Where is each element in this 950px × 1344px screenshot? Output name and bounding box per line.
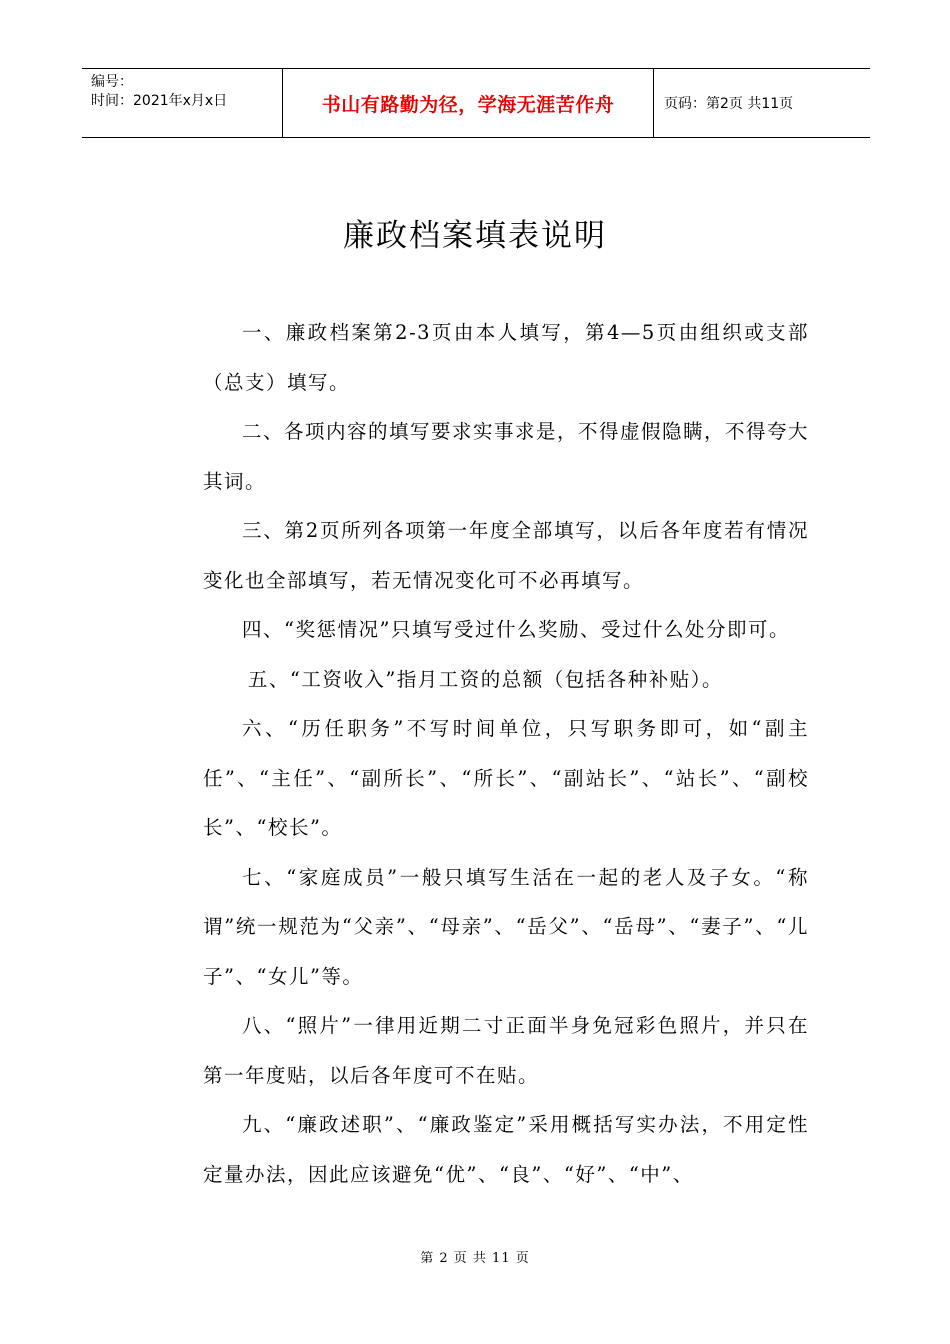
document-number: 编号： bbox=[91, 74, 133, 90]
document-title: 廉政档案填表说明 bbox=[343, 218, 607, 254]
paragraph-9: 九、“廉政述职”、“廉政鉴定”采用概括写实办法，不用定性定量办法，因此应该避免“优”、“良”、“好”、“中”、 bbox=[203, 1113, 809, 1186]
document-body bbox=[203, 308, 809, 1199]
document-header bbox=[82, 68, 870, 138]
document-time: 时间：2021年x月x日 bbox=[91, 93, 228, 109]
header-page-cell bbox=[654, 69, 870, 137]
header-motto: 书山有路勤为径，学海无涯苦作舟 bbox=[321, 93, 615, 116]
paragraph-1: 一、廉政档案第2-3页由本人填写，第4—5页由组织或支部（总支）填写。 bbox=[203, 321, 809, 394]
paragraph-3: 三、第2页所列各项第一年度全部填写，以后各年度若有情况变化也全部填写，若无情况变化可不必再填写。 bbox=[203, 519, 809, 592]
page-footer: 第 2 页 共 11 页 bbox=[420, 1251, 530, 1266]
paragraph-6: 六、“历任职务”不写时间单位，只写职务即可，如“副主任”、“主任”、“副所长”、“所长”、“副站长”、“站长”、“副校长”、“校长”。 bbox=[203, 717, 809, 839]
header-motto-cell bbox=[282, 69, 654, 137]
paragraph-7: 七、“家庭成员”一般只填写生活在一起的老人及子女。“称谓”统一规范为“父亲”、“母亲”、“岳父”、“岳母”、“妻子”、“儿子”、“女儿”等。 bbox=[203, 865, 809, 988]
paragraph-8: 八、“照片”一律用近期二寸正面半身免冠彩色照片，并只在第一年度贴，以后各年度可不在贴。 bbox=[203, 1014, 809, 1087]
header-meta bbox=[82, 69, 282, 137]
paragraph-2: 二、各项内容的填写要求实事求是，不得虚假隐瞒，不得夸大其词。 bbox=[203, 420, 810, 493]
paragraph-5: 五、“工资收入”指月工资的总额（包括各种补贴）。 bbox=[247, 667, 724, 691]
header-page-number: 页码：第2页 共11页 bbox=[664, 96, 794, 112]
paragraph-4: 四、“奖惩情况”只填写受过什么奖励、受过什么处分即可。 bbox=[242, 618, 790, 641]
